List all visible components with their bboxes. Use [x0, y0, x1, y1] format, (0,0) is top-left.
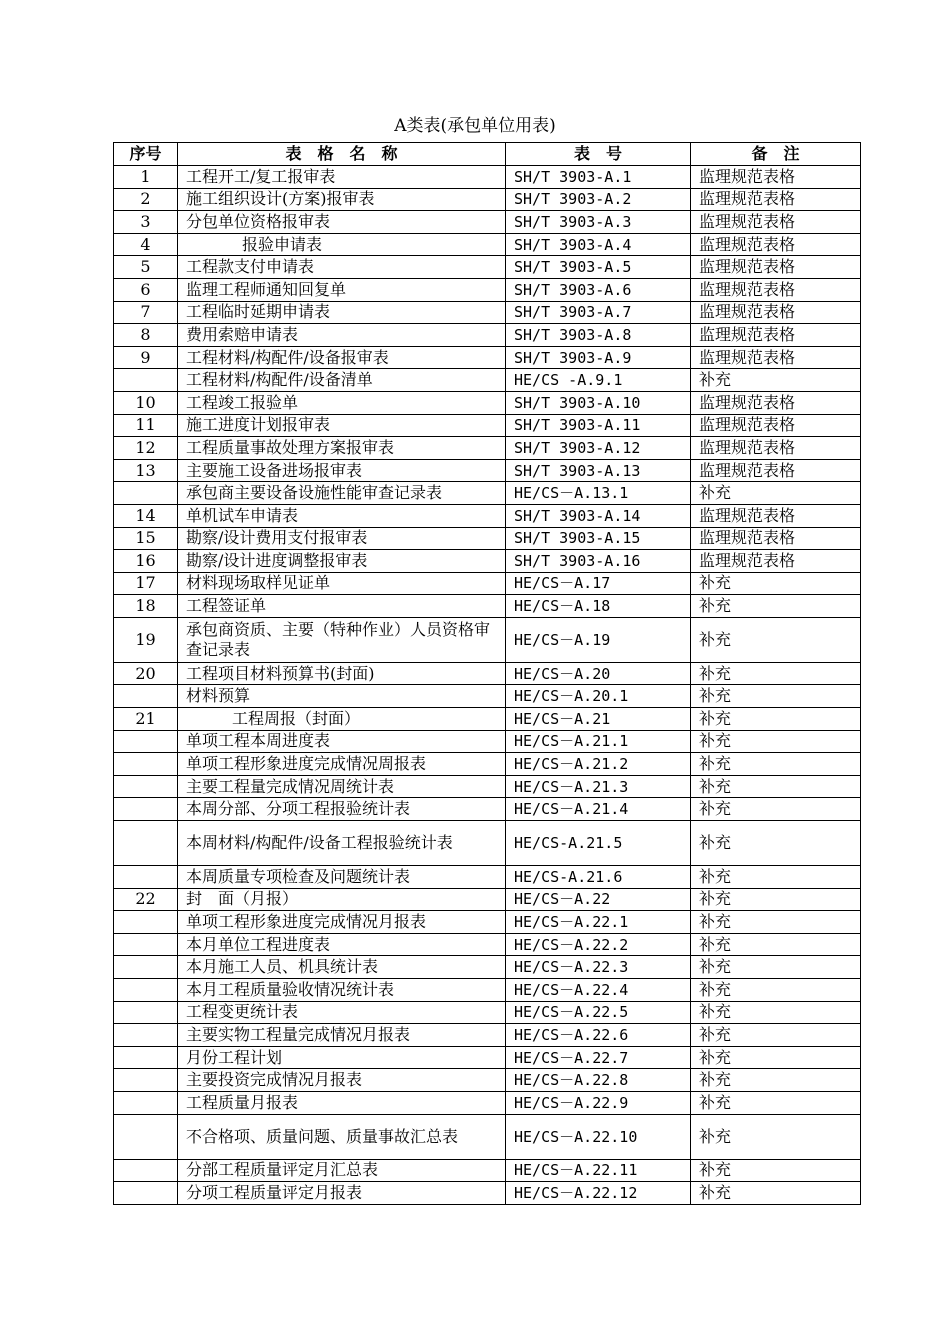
form-name: 本月工程质量验收情况统计表 [178, 979, 506, 1002]
row-number: 8 [114, 324, 178, 347]
table-row [114, 550, 861, 573]
form-code: SH/T 3903-A.16 [506, 550, 691, 573]
form-code: SH/T 3903-A.13 [506, 459, 691, 482]
table-row [114, 595, 861, 618]
table-row [114, 1024, 861, 1047]
form-code: SH/T 3903-A.14 [506, 504, 691, 527]
form-code: HE/CS－A.22.9 [506, 1091, 691, 1114]
form-name: 工程变更统计表 [178, 1001, 506, 1024]
form-name: 费用索赔申请表 [178, 324, 506, 347]
row-number [114, 866, 178, 889]
form-remark: 补充 [691, 1182, 861, 1205]
table-row [114, 708, 861, 731]
table-row [114, 956, 861, 979]
form-code: SH/T 3903-A.11 [506, 414, 691, 437]
form-remark: 补充 [691, 1091, 861, 1114]
table-row [114, 188, 861, 211]
form-code: HE/CS-A.21.5 [506, 821, 691, 866]
form-code: HE/CS－A.22.11 [506, 1159, 691, 1182]
table-row [114, 301, 861, 324]
table-row [114, 391, 861, 414]
form-code: HE/CS－A.22.2 [506, 933, 691, 956]
form-remark: 补充 [691, 1001, 861, 1024]
row-number: 22 [114, 888, 178, 911]
form-code: HE/CS－A.20 [506, 662, 691, 685]
table-row [114, 888, 861, 911]
row-number [114, 1091, 178, 1114]
row-number [114, 911, 178, 934]
form-name: 主要实物工程量完成情况月报表 [178, 1024, 506, 1047]
form-name: 工程材料/构配件/设备报审表 [178, 346, 506, 369]
form-remark: 补充 [691, 572, 861, 595]
row-number: 20 [114, 662, 178, 685]
table-row [114, 911, 861, 934]
table-row [114, 256, 861, 279]
form-remark: 监理规范表格 [691, 324, 861, 347]
table-header-row [114, 143, 861, 166]
row-number: 3 [114, 211, 178, 234]
form-name: 承包商主要设备设施性能审查记录表 [178, 482, 506, 505]
form-remark: 监理规范表格 [691, 346, 861, 369]
table-row [114, 211, 861, 234]
table-body [114, 166, 861, 1205]
form-remark: 补充 [691, 821, 861, 866]
row-number: 15 [114, 527, 178, 550]
row-number: 18 [114, 595, 178, 618]
form-name: 工程材料/构配件/设备清单 [178, 369, 506, 392]
row-number: 11 [114, 414, 178, 437]
form-name: 本周质量专项检查及问题统计表 [178, 866, 506, 889]
form-remark: 补充 [691, 595, 861, 618]
form-remark: 监理规范表格 [691, 256, 861, 279]
form-remark: 补充 [691, 1046, 861, 1069]
table-row [114, 346, 861, 369]
table-row [114, 1069, 861, 1092]
form-name: 工程款支付申请表 [178, 256, 506, 279]
table-row [114, 369, 861, 392]
table-row [114, 1046, 861, 1069]
form-remark: 补充 [691, 753, 861, 776]
row-number: 4 [114, 233, 178, 256]
table-row [114, 572, 861, 595]
form-name: 勘察/设计费用支付报审表 [178, 527, 506, 550]
header-remark: 备 注 [691, 143, 861, 166]
form-remark: 监理规范表格 [691, 233, 861, 256]
form-name: 工程竣工报验单 [178, 391, 506, 414]
form-remark: 监理规范表格 [691, 278, 861, 301]
table-row [114, 278, 861, 301]
form-remark: 补充 [691, 685, 861, 708]
form-remark: 补充 [691, 1114, 861, 1159]
form-code: HE/CS－A.17 [506, 572, 691, 595]
form-code: HE/CS－A.21.2 [506, 753, 691, 776]
row-number: 17 [114, 572, 178, 595]
table-row [114, 933, 861, 956]
table-row [114, 527, 861, 550]
form-name: 主要工程量完成情况周统计表 [178, 775, 506, 798]
form-name: 本周材料/构配件/设备工程报验统计表 [178, 821, 506, 866]
form-name: 施工进度计划报审表 [178, 414, 506, 437]
form-name: 监理工程师通知回复单 [178, 278, 506, 301]
form-name: 工程质量事故处理方案报审表 [178, 437, 506, 460]
table-row [114, 685, 861, 708]
form-remark: 监理规范表格 [691, 211, 861, 234]
form-remark: 补充 [691, 956, 861, 979]
form-name: 主要投资完成情况月报表 [178, 1069, 506, 1092]
form-name: 工程开工/复工报审表 [178, 166, 506, 189]
row-number [114, 369, 178, 392]
table-row [114, 1159, 861, 1182]
form-name: 分项工程质量评定月报表 [178, 1182, 506, 1205]
form-code: HE/CS -A.9.1 [506, 369, 691, 392]
form-remark: 补充 [691, 775, 861, 798]
form-remark: 补充 [691, 933, 861, 956]
table-row [114, 979, 861, 1002]
form-name: 工程周报（封面） [178, 708, 506, 731]
form-name: 工程临时延期申请表 [178, 301, 506, 324]
form-name: 单项工程形象进度完成情况周报表 [178, 753, 506, 776]
form-code: SH/T 3903-A.6 [506, 278, 691, 301]
table-row [114, 1114, 861, 1159]
form-remark: 补充 [691, 798, 861, 821]
row-number [114, 730, 178, 753]
form-code: HE/CS－A.19 [506, 617, 691, 662]
form-code: HE/CS－A.21.4 [506, 798, 691, 821]
table-row [114, 166, 861, 189]
table-row [114, 482, 861, 505]
form-remark: 补充 [691, 866, 861, 889]
row-number [114, 1069, 178, 1092]
form-code: HE/CS－A.21.3 [506, 775, 691, 798]
form-name: 工程签证单 [178, 595, 506, 618]
table-row [114, 504, 861, 527]
form-remark: 补充 [691, 979, 861, 1002]
table-row [114, 324, 861, 347]
form-code: SH/T 3903-A.15 [506, 527, 691, 550]
row-number [114, 1024, 178, 1047]
form-remark: 补充 [691, 911, 861, 934]
form-code: SH/T 3903-A.9 [506, 346, 691, 369]
form-code: HE/CS－A.22.5 [506, 1001, 691, 1024]
row-number: 1 [114, 166, 178, 189]
form-code: HE/CS－A.18 [506, 595, 691, 618]
table-row [114, 775, 861, 798]
table-row [114, 1182, 861, 1205]
form-name: 单项工程本周进度表 [178, 730, 506, 753]
form-remark: 补充 [691, 662, 861, 685]
form-code: SH/T 3903-A.3 [506, 211, 691, 234]
form-remark: 监理规范表格 [691, 504, 861, 527]
form-code: HE/CS－A.22.3 [506, 956, 691, 979]
form-remark: 监理规范表格 [691, 437, 861, 460]
form-name: 单项工程形象进度完成情况月报表 [178, 911, 506, 934]
row-number: 13 [114, 459, 178, 482]
form-name: 施工组织设计(方案)报审表 [178, 188, 506, 211]
form-code: HE/CS－A.22.8 [506, 1069, 691, 1092]
table-row [114, 459, 861, 482]
table-row [114, 753, 861, 776]
row-number [114, 1182, 178, 1205]
table-row [114, 821, 861, 866]
table-row [114, 414, 861, 437]
table-row [114, 662, 861, 685]
table-row [114, 866, 861, 889]
form-name: 勘察/设计进度调整报审表 [178, 550, 506, 573]
form-remark: 补充 [691, 482, 861, 505]
form-index-table [113, 142, 861, 1205]
form-code: SH/T 3903-A.10 [506, 391, 691, 414]
form-code: SH/T 3903-A.8 [506, 324, 691, 347]
table-row [114, 798, 861, 821]
form-name: 分部工程质量评定月汇总表 [178, 1159, 506, 1182]
form-remark: 补充 [691, 369, 861, 392]
row-number [114, 753, 178, 776]
table-row [114, 1001, 861, 1024]
form-code: SH/T 3903-A.12 [506, 437, 691, 460]
form-code: HE/CS－A.22.1 [506, 911, 691, 934]
form-remark: 监理规范表格 [691, 391, 861, 414]
form-remark: 监理规范表格 [691, 414, 861, 437]
form-remark: 监理规范表格 [691, 188, 861, 211]
header-code: 表 号 [506, 143, 691, 166]
form-remark: 监理规范表格 [691, 550, 861, 573]
row-number [114, 1001, 178, 1024]
form-name: 本月单位工程进度表 [178, 933, 506, 956]
form-code: HE/CS－A.22 [506, 888, 691, 911]
form-remark: 补充 [691, 617, 861, 662]
form-remark: 监理规范表格 [691, 459, 861, 482]
row-number: 10 [114, 391, 178, 414]
form-code: HE/CS－A.21 [506, 708, 691, 731]
form-code: HE/CS－A.22.7 [506, 1046, 691, 1069]
row-number [114, 1046, 178, 1069]
row-number [114, 979, 178, 1002]
form-code: SH/T 3903-A.1 [506, 166, 691, 189]
form-code: SH/T 3903-A.2 [506, 188, 691, 211]
form-remark: 补充 [691, 708, 861, 731]
form-code: HE/CS－A.22.6 [506, 1024, 691, 1047]
header-name: 表 格 名 称 [178, 143, 506, 166]
row-number: 12 [114, 437, 178, 460]
form-name: 不合格项、质量问题、质量事故汇总表 [178, 1114, 506, 1159]
form-remark: 监理规范表格 [691, 166, 861, 189]
row-number: 16 [114, 550, 178, 573]
form-name: 本月施工人员、机具统计表 [178, 956, 506, 979]
form-remark: 补充 [691, 1069, 861, 1092]
form-code: SH/T 3903-A.4 [506, 233, 691, 256]
row-number: 19 [114, 617, 178, 662]
form-name: 本周分部、分项工程报验统计表 [178, 798, 506, 821]
form-code: HE/CS－A.13.1 [506, 482, 691, 505]
row-number: 14 [114, 504, 178, 527]
form-remark: 监理规范表格 [691, 527, 861, 550]
row-number [114, 685, 178, 708]
form-code: HE/CS－A.20.1 [506, 685, 691, 708]
table-row [114, 1091, 861, 1114]
form-remark: 监理规范表格 [691, 301, 861, 324]
form-remark: 补充 [691, 1024, 861, 1047]
row-number [114, 1114, 178, 1159]
row-number: 2 [114, 188, 178, 211]
header-no: 序号 [114, 143, 178, 166]
row-number: 6 [114, 278, 178, 301]
row-number: 9 [114, 346, 178, 369]
form-name: 材料预算 [178, 685, 506, 708]
form-code: HE/CS－A.22.10 [506, 1114, 691, 1159]
form-remark: 补充 [691, 1159, 861, 1182]
form-code: HE/CS－A.21.1 [506, 730, 691, 753]
form-name: 封 面（月报） [178, 888, 506, 911]
form-name: 承包商资质、主要（特种作业）人员资格审查记录表 [178, 617, 506, 662]
row-number: 21 [114, 708, 178, 731]
document-title: A类表(承包单位用表) [394, 116, 556, 136]
form-code: HE/CS-A.21.6 [506, 866, 691, 889]
form-name: 主要施工设备进场报审表 [178, 459, 506, 482]
form-remark: 补充 [691, 888, 861, 911]
row-number [114, 956, 178, 979]
form-name: 材料现场取样见证单 [178, 572, 506, 595]
table-row [114, 233, 861, 256]
form-name: 报验申请表 [178, 233, 506, 256]
table-row [114, 730, 861, 753]
form-name: 单机试车申请表 [178, 504, 506, 527]
row-number: 7 [114, 301, 178, 324]
row-number [114, 821, 178, 866]
form-code: HE/CS－A.22.4 [506, 979, 691, 1002]
form-name: 工程质量月报表 [178, 1091, 506, 1114]
row-number [114, 482, 178, 505]
table-row [114, 617, 861, 662]
row-number [114, 775, 178, 798]
form-name: 工程项目材料预算书(封面) [178, 662, 506, 685]
row-number: 5 [114, 256, 178, 279]
form-code: SH/T 3903-A.5 [506, 256, 691, 279]
table-row [114, 437, 861, 460]
form-name: 月份工程计划 [178, 1046, 506, 1069]
row-number [114, 1159, 178, 1182]
form-name: 分包单位资格报审表 [178, 211, 506, 234]
row-number [114, 798, 178, 821]
form-code: HE/CS－A.22.12 [506, 1182, 691, 1205]
form-code: SH/T 3903-A.7 [506, 301, 691, 324]
row-number [114, 933, 178, 956]
form-remark: 补充 [691, 730, 861, 753]
